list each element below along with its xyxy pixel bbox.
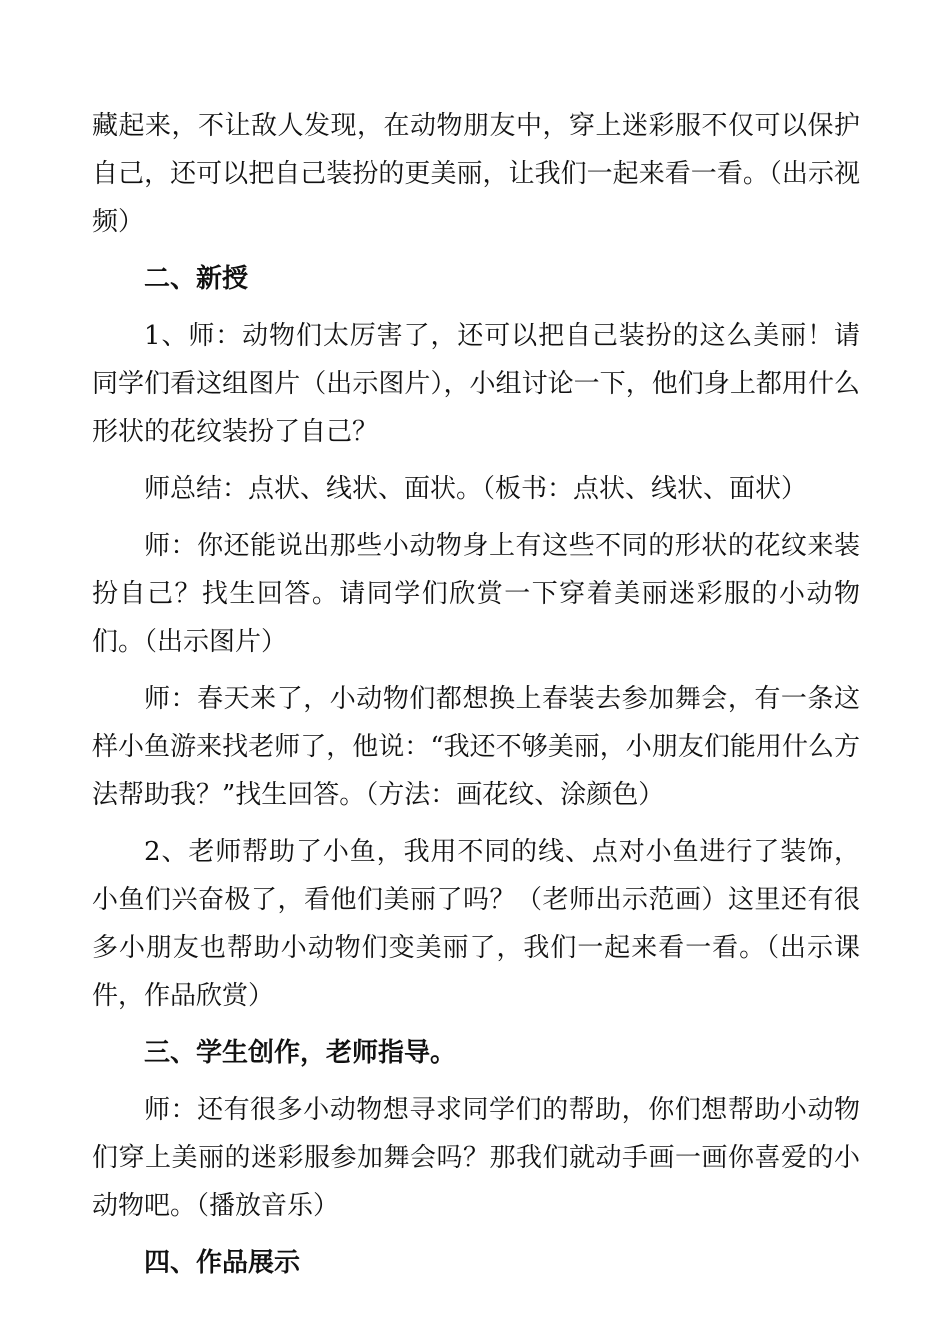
paragraph-continuation: 藏起来，不让敌人发现，在动物朋友中，穿上迷彩服不仅可以保护自己，还可以把自己装扮的更美丽，让我们一起来看一看。（出示视频） (92, 111, 860, 237)
section-heading-student-creation: 三、学生创作，老师指导。 (144, 1038, 457, 1068)
paragraph: 1、师：动物们太厉害了，还可以把自己装扮的这么美丽！请同学们看这组图片（出示图片），小组讨论一下，他们身上都用什么形状的花纹装扮了自己？ (92, 321, 860, 447)
paragraph: 师：你还能说出那些小动物身上有这些不同的形状的花纹来装扮自己？找生回答。请同学们欣赏一下穿着美丽迷彩服的小动物们。（出示图片） (92, 531, 860, 657)
section-heading-new-lesson: 二、新授 (144, 264, 249, 294)
paragraph: 师总结：点状、线状、面状。（板书：点状、线状、面状） (144, 474, 808, 504)
section-heading-work-display: 四、作品展示 (144, 1248, 301, 1278)
document-body (92, 102, 860, 1287)
paragraph: 2、老师帮助了小鱼，我用不同的线、点对小鱼进行了装饰，小鱼们兴奋极了，看他们美丽了吗？（老师出示范画）这里还有很多小朋友也帮助小动物们变美丽了，我们一起来看一看。（出示课件，作品欣赏） (92, 837, 860, 1011)
paragraph: 师：春天来了，小动物们都想换上春装去参加舞会，有一条这样小鱼游来找老师了，他说：“我还不够美丽，小朋友们能用什么方法帮助我？”找生回答。（方法：画花纹、涂颜色） (92, 684, 860, 810)
paragraph: 师：还有很多小动物想寻求同学们的帮助，你们想帮助小动物们穿上美丽的迷彩服参加舞会吗？那我们就动手画一画你喜爱的小动物吧。（播放音乐） (92, 1095, 860, 1221)
